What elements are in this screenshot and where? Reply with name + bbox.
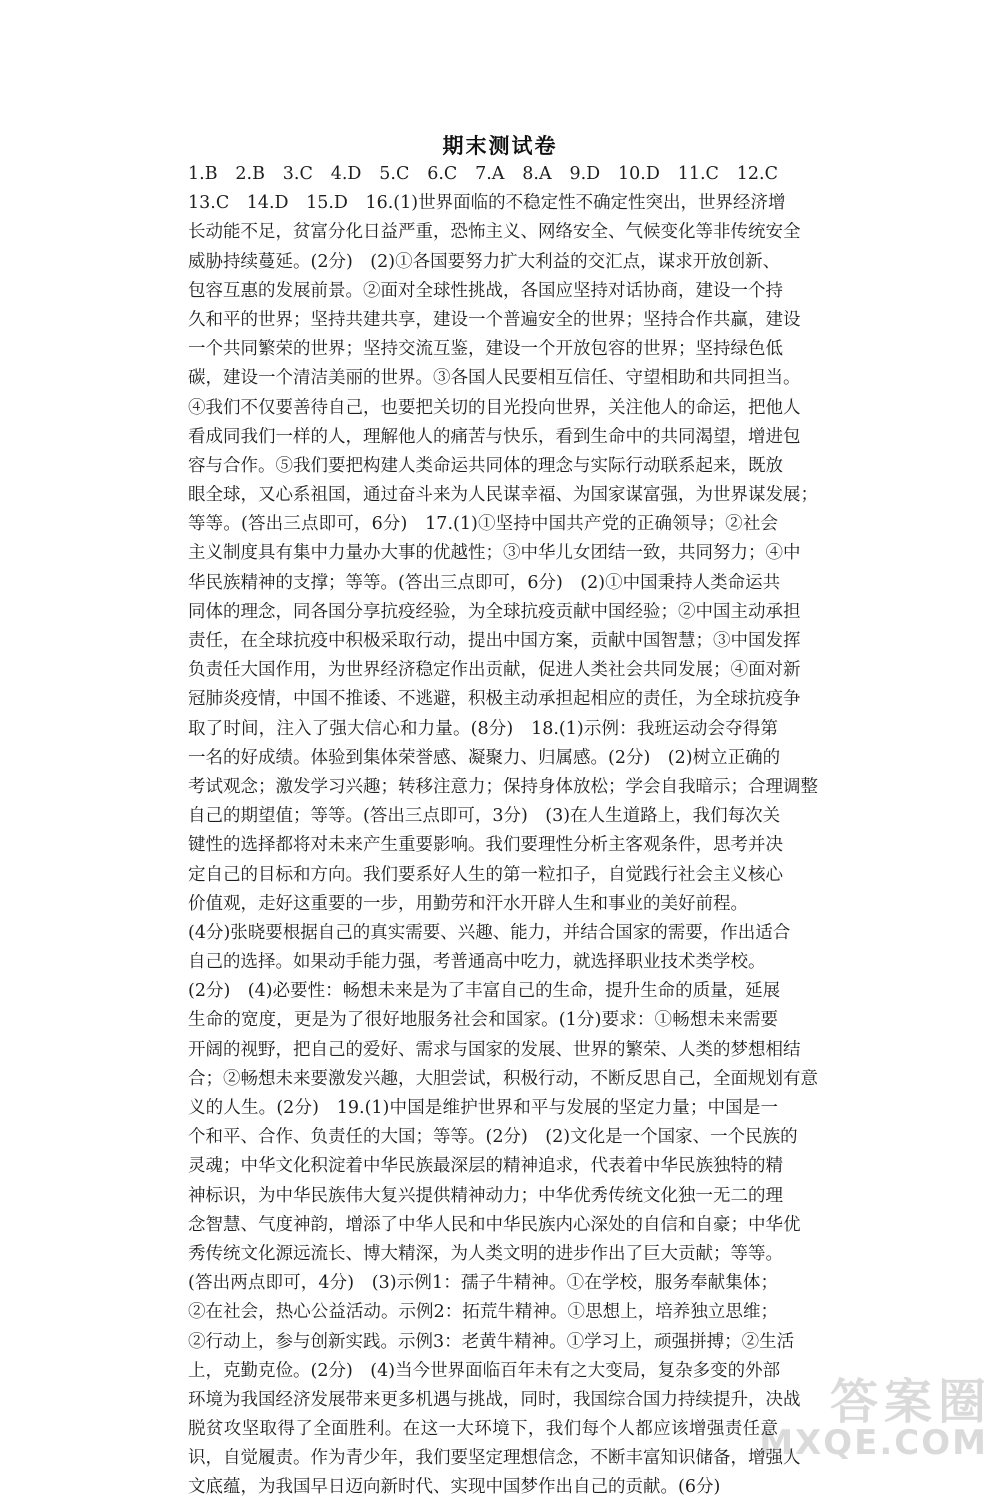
answer-line: ②在社会，热心公益活动。示例2：拓荒牛精神。①思想上，培养独立思维； <box>188 1302 778 1323</box>
answer-line: ④我们不仅要善待自己，也要把关切的目光投向世界，关注他人的命运，把他人 <box>188 397 801 418</box>
watermark-en-text: MXQE.COM <box>759 1423 988 1463</box>
answer-line: 长动能不足，贫富分化日益严重，恐怖主义、网络安全、气候变化等非传统安全 <box>188 222 801 243</box>
answer-line: 开阔的视野，把自己的爱好、需求与国家的发展、世界的繁荣、人类的梦想相结 <box>188 1039 801 1060</box>
answer-line: 生命的宽度，更是为了很好地服务社会和国家。(1分)要求：①畅想未来需要 <box>188 1010 778 1031</box>
answer-line: 合；②畅想未来要激发兴趣，大胆尝试，积极行动，不断反思自己，全面规划有意 <box>188 1068 818 1089</box>
answer-line: 冠肺炎疫情，中国不推诿、不逃避，积极主动承担起相应的责任，为全球抗疫争 <box>188 689 801 710</box>
answer-line: 灵魂；中华文化积淀着中华民族最深层的精神追求，代表着中华民族独特的精 <box>188 1156 783 1177</box>
answer-line: 价值观，走好这重要的一步，用勤劳和汗水开辟人生和事业的美好前程。 <box>188 893 748 914</box>
answer-line: (4分)张晓要根据自己的真实需要、兴趣、能力，并结合国家的需要，作出适合 <box>188 922 791 943</box>
page-title: 期末测试卷 <box>442 134 558 158</box>
answer-line: 主义制度具有集中力量办大事的优越性；③中华儿女团结一致，共同努力；④中 <box>188 543 801 564</box>
answer-line: 文底蕴，为我国早日迈向新时代、实现中国梦作出自己的贡献。(6分) <box>188 1477 721 1498</box>
answer-line: 神标识，为中华民族伟大复兴提供精神动力；中华优秀传统文化独一无二的理 <box>188 1185 783 1206</box>
answer-line: 自己的期望值；等等。(答出三点即可，3分) (3)在人生道路上，我们每次关 <box>188 806 781 827</box>
answer-line: 13.C 14.D 15.D 16.(1)世界面临的不稳定性不确定性突出，世界经济增 <box>188 193 786 214</box>
answer-line: 一名的好成绩。体验到集体荣誉感、凝聚力、归属感。(2分) (2)树立正确的 <box>188 747 781 768</box>
answer-line: 负责任大国作用，为世界经济稳定作出贡献，促进人类社会共同发展；④面对新 <box>188 660 801 681</box>
answer-line: 取了时间，注入了强大信心和力量。(8分) 18.(1)示例：我班运动会夺得第 <box>188 718 778 739</box>
answer-line: 义的人生。(2分) 19.(1)中国是维护世界和平与发展的坚定力量；中国是一 <box>188 1098 778 1118</box>
answer-line: 念智慧、气度神韵，增添了中华人民和中华民族内心深处的自信和自豪；中华优 <box>188 1214 801 1235</box>
answer-line: 责任，在全球抗疫中积极采取行动，提出中国方案，贡献中国智慧；③中国发挥 <box>188 631 801 651</box>
answer-line: 脱贫攻坚取得了全面胜利。在这一大环境下，我们每个人都应该增强责任意 <box>188 1419 778 1440</box>
answer-text-block <box>188 160 818 1503</box>
answer-line: 华民族精神的支撑；等等。(答出三点即可，6分) (2)①中国秉持人类命运共 <box>188 572 781 593</box>
answer-line: (答出两点即可，4分) (3)示例1：孺子牛精神。①在学校，服务奉献集体； <box>188 1273 778 1294</box>
answer-line: 久和平的世界；坚持共建共享，建设一个普遍安全的世界；坚持合作共赢，建设 <box>188 309 801 330</box>
answer-line: 定自己的目标和方向。我们要系好人生的第一粒扣子，自觉践行社会主义核心 <box>188 864 783 885</box>
answer-line: 考试观念；激发学习兴趣；转移注意力；保持身体放松；学会自我暗示；合理调整 <box>188 776 818 797</box>
answer-line: 碳，建设一个清洁美丽的世界。③各国人民要相互信任、守望相助和共同担当。 <box>188 368 801 389</box>
answer-line: 等等。(答出三点即可，6分) 17.(1)①坚持中国共产党的正确领导；②社会 <box>188 514 778 535</box>
answer-line: 秀传统文化源远流长、博大精深，为人类文明的进步作出了巨大贡献；等等。 <box>188 1243 783 1264</box>
answer-line: 上，克勤克俭。(2分) (4)当今世界面临百年未有之大变局，复杂多变的外部 <box>188 1360 781 1381</box>
answer-line: 自己的选择。如果动手能力强，考普通高中吃力，就选择职业技术类学校。 <box>188 952 766 973</box>
answer-line: 眼全球，又心系祖国，通过奋斗来为人民谋幸福、为国家谋富强，为世界谋发展； <box>188 485 818 506</box>
answer-line: 威胁持续蔓延。(2分) (2)①各国要努力扩大利益的交汇点，谋求开放创新、 <box>188 251 781 272</box>
answer-line: 包容互惠的发展前景。②面对全球性挑战，各国应坚持对话协商，建设一个持 <box>188 280 783 301</box>
answer-line: 容与合作。⑤我们要把构建人类命运共同体的理念与实际行动联系起来，既放 <box>188 455 783 476</box>
answer-line: 个和平、合作、负责任的大国；等等。(2分) (2)文化是一个国家、一个民族的 <box>188 1127 798 1148</box>
watermark-logo <box>722 1363 992 1463</box>
answer-line: 看成同我们一样的人，理解他人的痛苦与快乐，看到生命中的共同渴望，增进包 <box>188 426 801 447</box>
answer-line: 环境为我国经济发展带来更多机遇与挑战，同时，我国综合国力持续提升，决战 <box>188 1389 801 1410</box>
answer-line: 1.B 2.B 3.C 4.D 5.C 6.C 7.A 8.A 9.D 10.D 11.C 12.C <box>188 164 778 184</box>
watermark-cn-text: 答案圈 <box>829 1374 992 1430</box>
answer-line: ②行动上，参与创新实践。示例3：老黄牛精神。①学习上，顽强拼搏；②生活 <box>188 1331 795 1352</box>
answer-line: (2分) (4)必要性：畅想未来是为了丰富自己的生命，提升生命的质量，延展 <box>188 981 781 1002</box>
answer-line: 键性的选择都将对未来产生重要影响。我们要理性分析主客观条件，思考并决 <box>188 835 783 856</box>
answer-line: 同体的理念，同各国分享抗疫经验，为全球抗疫贡献中国经验；②中国主动承担 <box>188 601 801 622</box>
answer-line: 识，自觉履责。作为青少年，我们要坚定理想信念，不断丰富知识储备，增强人 <box>188 1448 801 1469</box>
answer-line: 一个共同繁荣的世界；坚持交流互鉴，建设一个开放包容的世界；坚持绿色低 <box>188 339 783 360</box>
